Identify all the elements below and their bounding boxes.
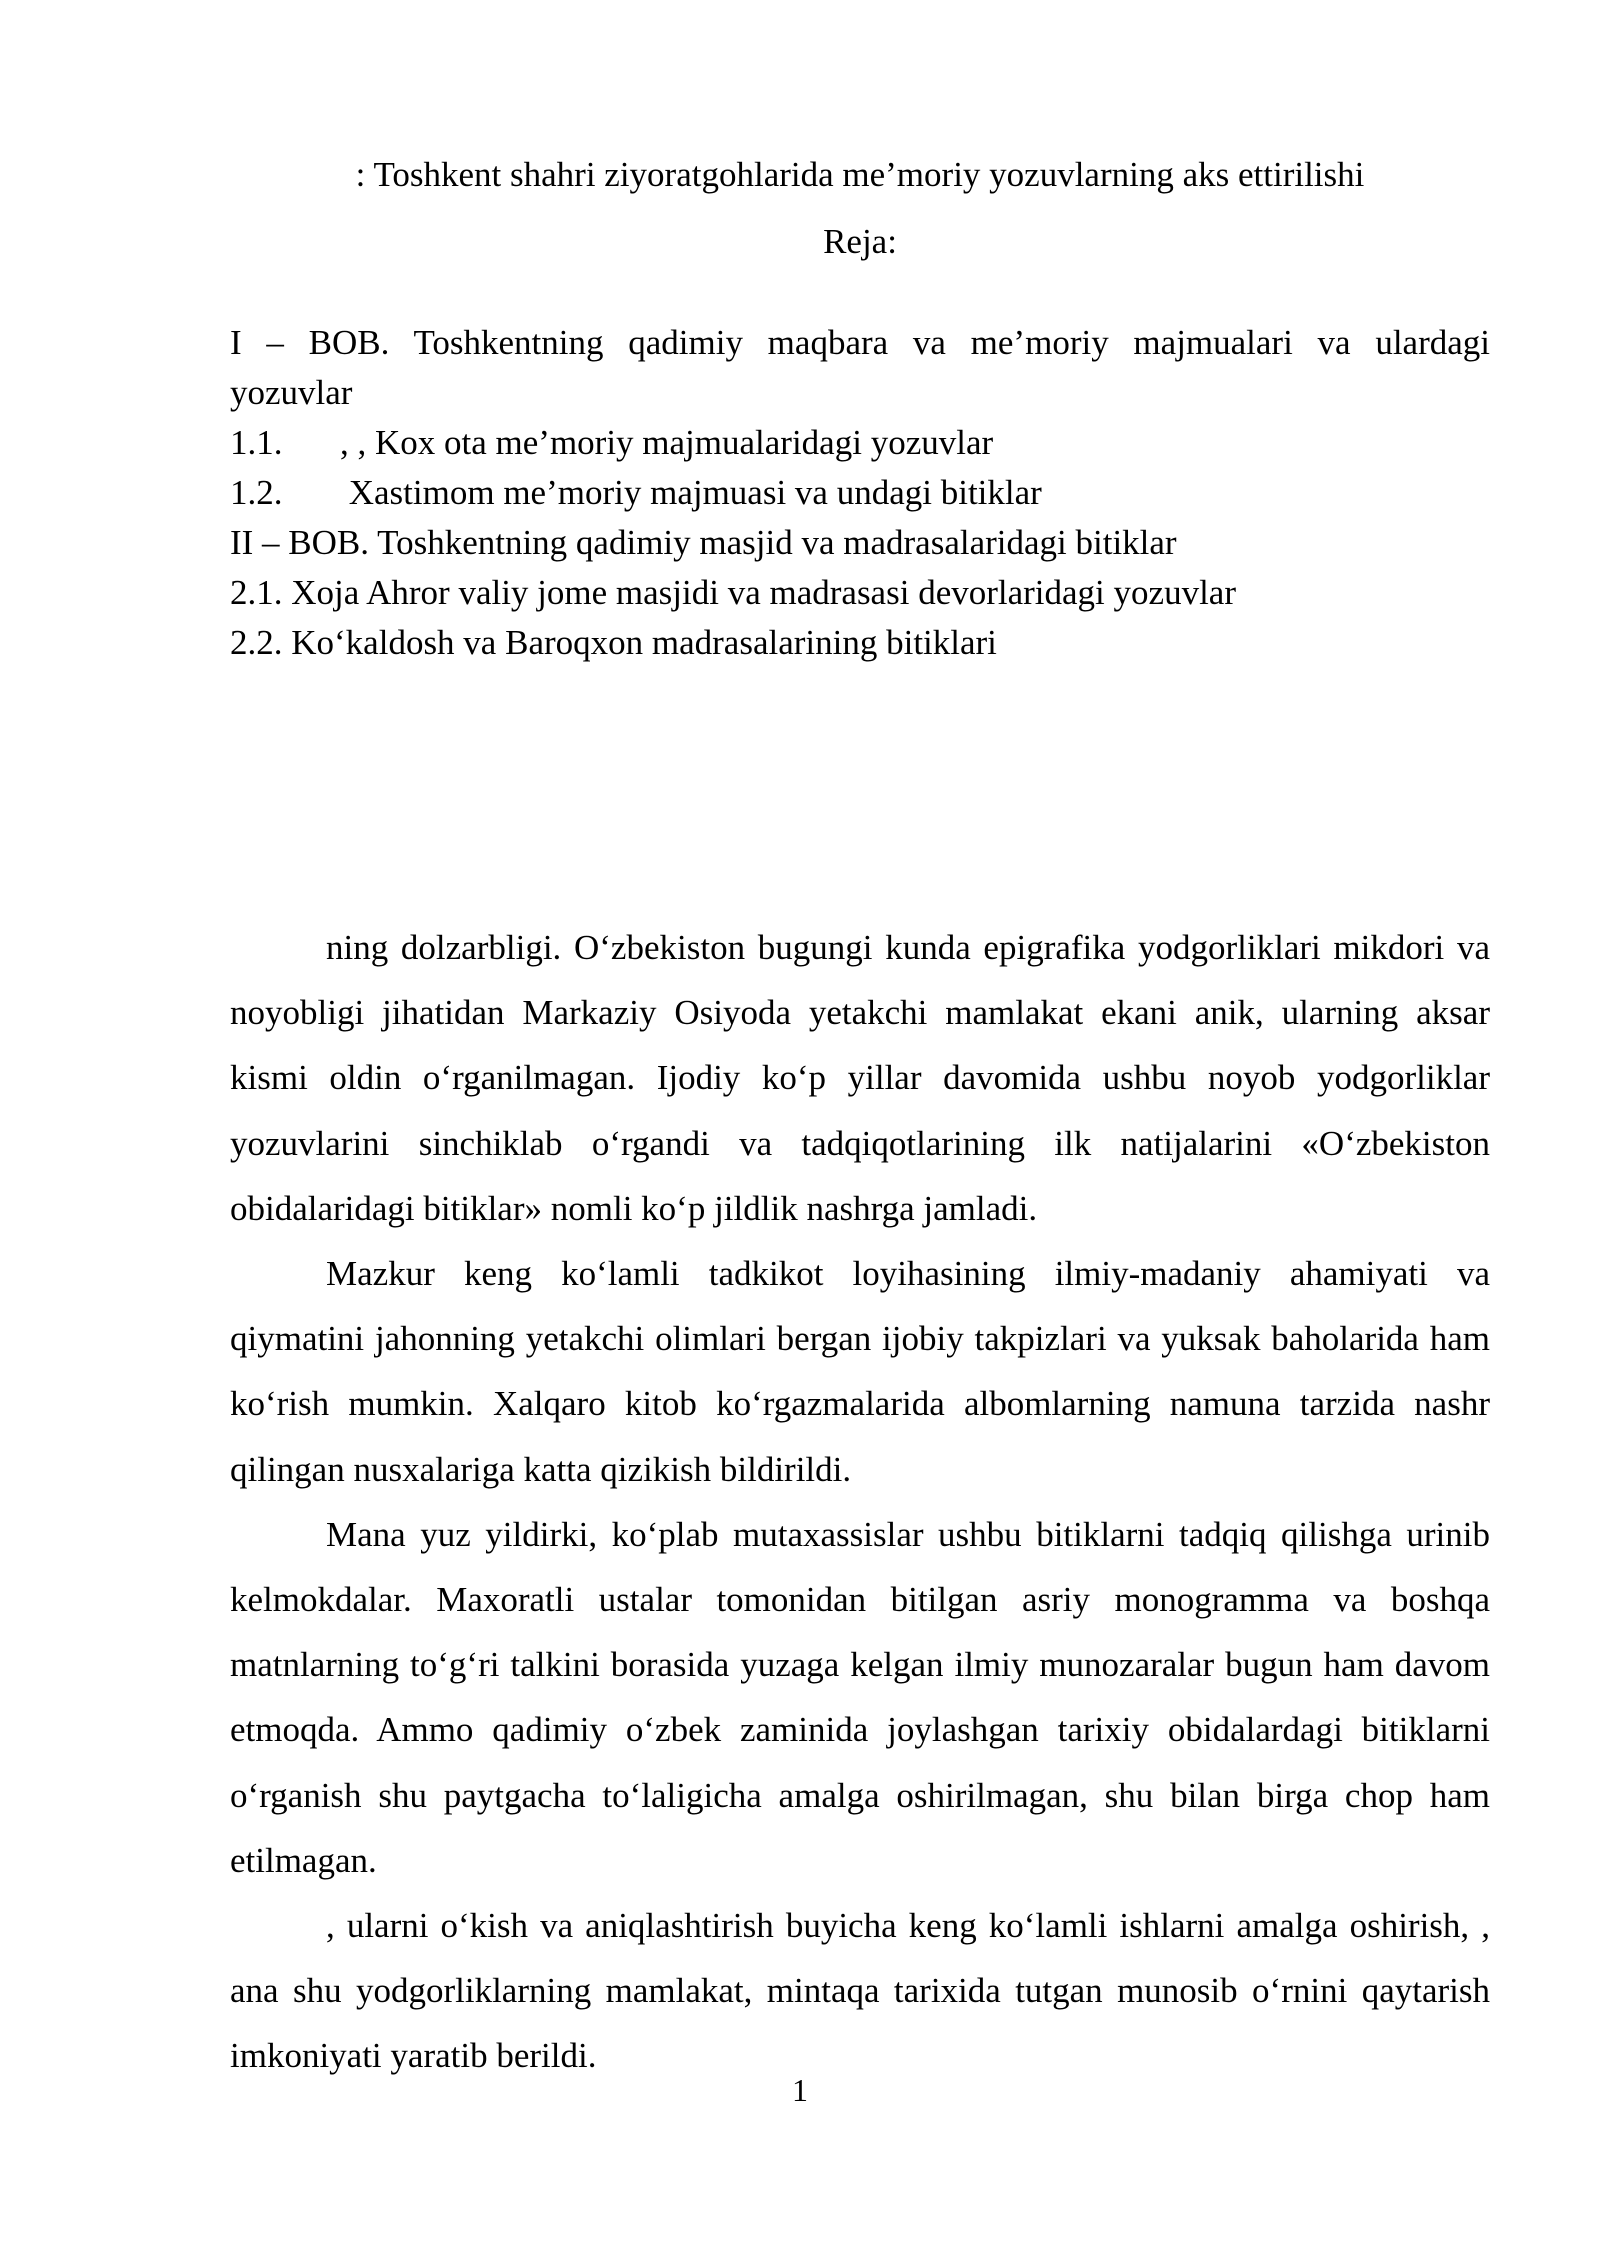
plan-list <box>230 318 1490 668</box>
plan-chapter-1-line-2: yozuvlar <box>230 373 353 412</box>
page-number: 1 <box>792 2072 808 2108</box>
body-paragraph-2: Mazkur keng ko‘lamli tadkikot loyihasining ilmiy-madaniy ahamiyati va qiymatini jahonning yetakchi olimlari bergan ijobiy takpizlari va yuksak baholarida ham ko‘rish mumkin. Xalqaro kitob ko‘rgazmalarida albomlarning namuna tarzida nashr qilingan nusxalariga katta qizikish bildirildi. <box>230 1254 1490 1489</box>
plan-item-1-2 <box>230 468 1490 518</box>
plan-item-1-2-text: Xastimom me’moriy majmuasi va undagi bitiklar <box>340 473 1042 512</box>
body-paragraph-4: , ularni o‘kish va aniqlashtirish buyicha keng ko‘lamli ishlarni amalga oshirish, , ana shu yodgorliklarning mamlakat, mintaqa tarixida tutgan munosib o‘rnini qaytarish imkoniyati yaratib berildi. <box>230 1906 1490 2076</box>
plan-item-1-2-number: 1.2. <box>230 473 283 512</box>
plan-chapter-2: II – BOB. Toshkentning qadimiy masjid va madrasalaridagi bitiklar <box>230 523 1177 562</box>
plan-item-2-1: 2.1. Xoja Ahror valiy jome masjidi va madrasasi devorlaridagi yozuvlar <box>230 573 1236 612</box>
document-body <box>230 915 1490 2089</box>
body-paragraph-1: ning dolzarbligi. O‘zbekiston bugungi kunda epigrafika yodgorliklari mikdori va noyobligi jihatidan Markaziy Osiyoda yetakchi mamlakat ekani anik, ularning aksar kismi oldin o‘rganilmagan. Ijodiy ko‘p yillar davomida ushbu noyob yodgorliklar yozuvlarini sinchiklab o‘rgandi va tadqiqotlarining ilk natijalarini «O‘zbekiston obidalaridagi bitiklar» nomli ko‘p jildlik nashrga jamladi. <box>230 928 1490 1228</box>
body-paragraph-3: Mana yuz yildirki, ko‘plab mutaxassislar ushbu bitiklarni tadqiq qilishga urinib kelmokdalar. Maxoratli ustalar tomonidan bitilgan asriy monogramma va boshqa matnlarning to‘g‘ri talkini borasida yuzaga kelgan ilmiy munozaralar bugun ham davom etmoqda. Ammo qadimiy o‘zbek zaminida joylashgan tarixiy obidalardagi bitiklarni o‘rganish shu paytgacha to‘laligicha amalga oshirilmagan, shu bilan birga chop ham etilmagan. <box>230 1514 1490 1880</box>
plan-item-1-1 <box>230 418 1490 468</box>
plan-heading: Reja: <box>823 222 897 261</box>
plan-item-2-2: 2.2. Ko‘kaldosh va Baroqxon madrasalarining bitiklari <box>230 623 997 662</box>
plan-chapter-1-line-1: I – BOB. Toshkentning qadimiy maqbara va me’moriy majmualari va ulardagi <box>230 323 1490 362</box>
document-title: : Toshkent shahri ziyoratgohlarida me’moriy yozuvlarning aks ettirilishi <box>355 155 1365 194</box>
plan-item-1-1-text: , , Kox ota me’moriy majmualaridagi yozuvlar <box>340 423 994 462</box>
plan-item-1-1-number: 1.1. <box>230 423 283 462</box>
